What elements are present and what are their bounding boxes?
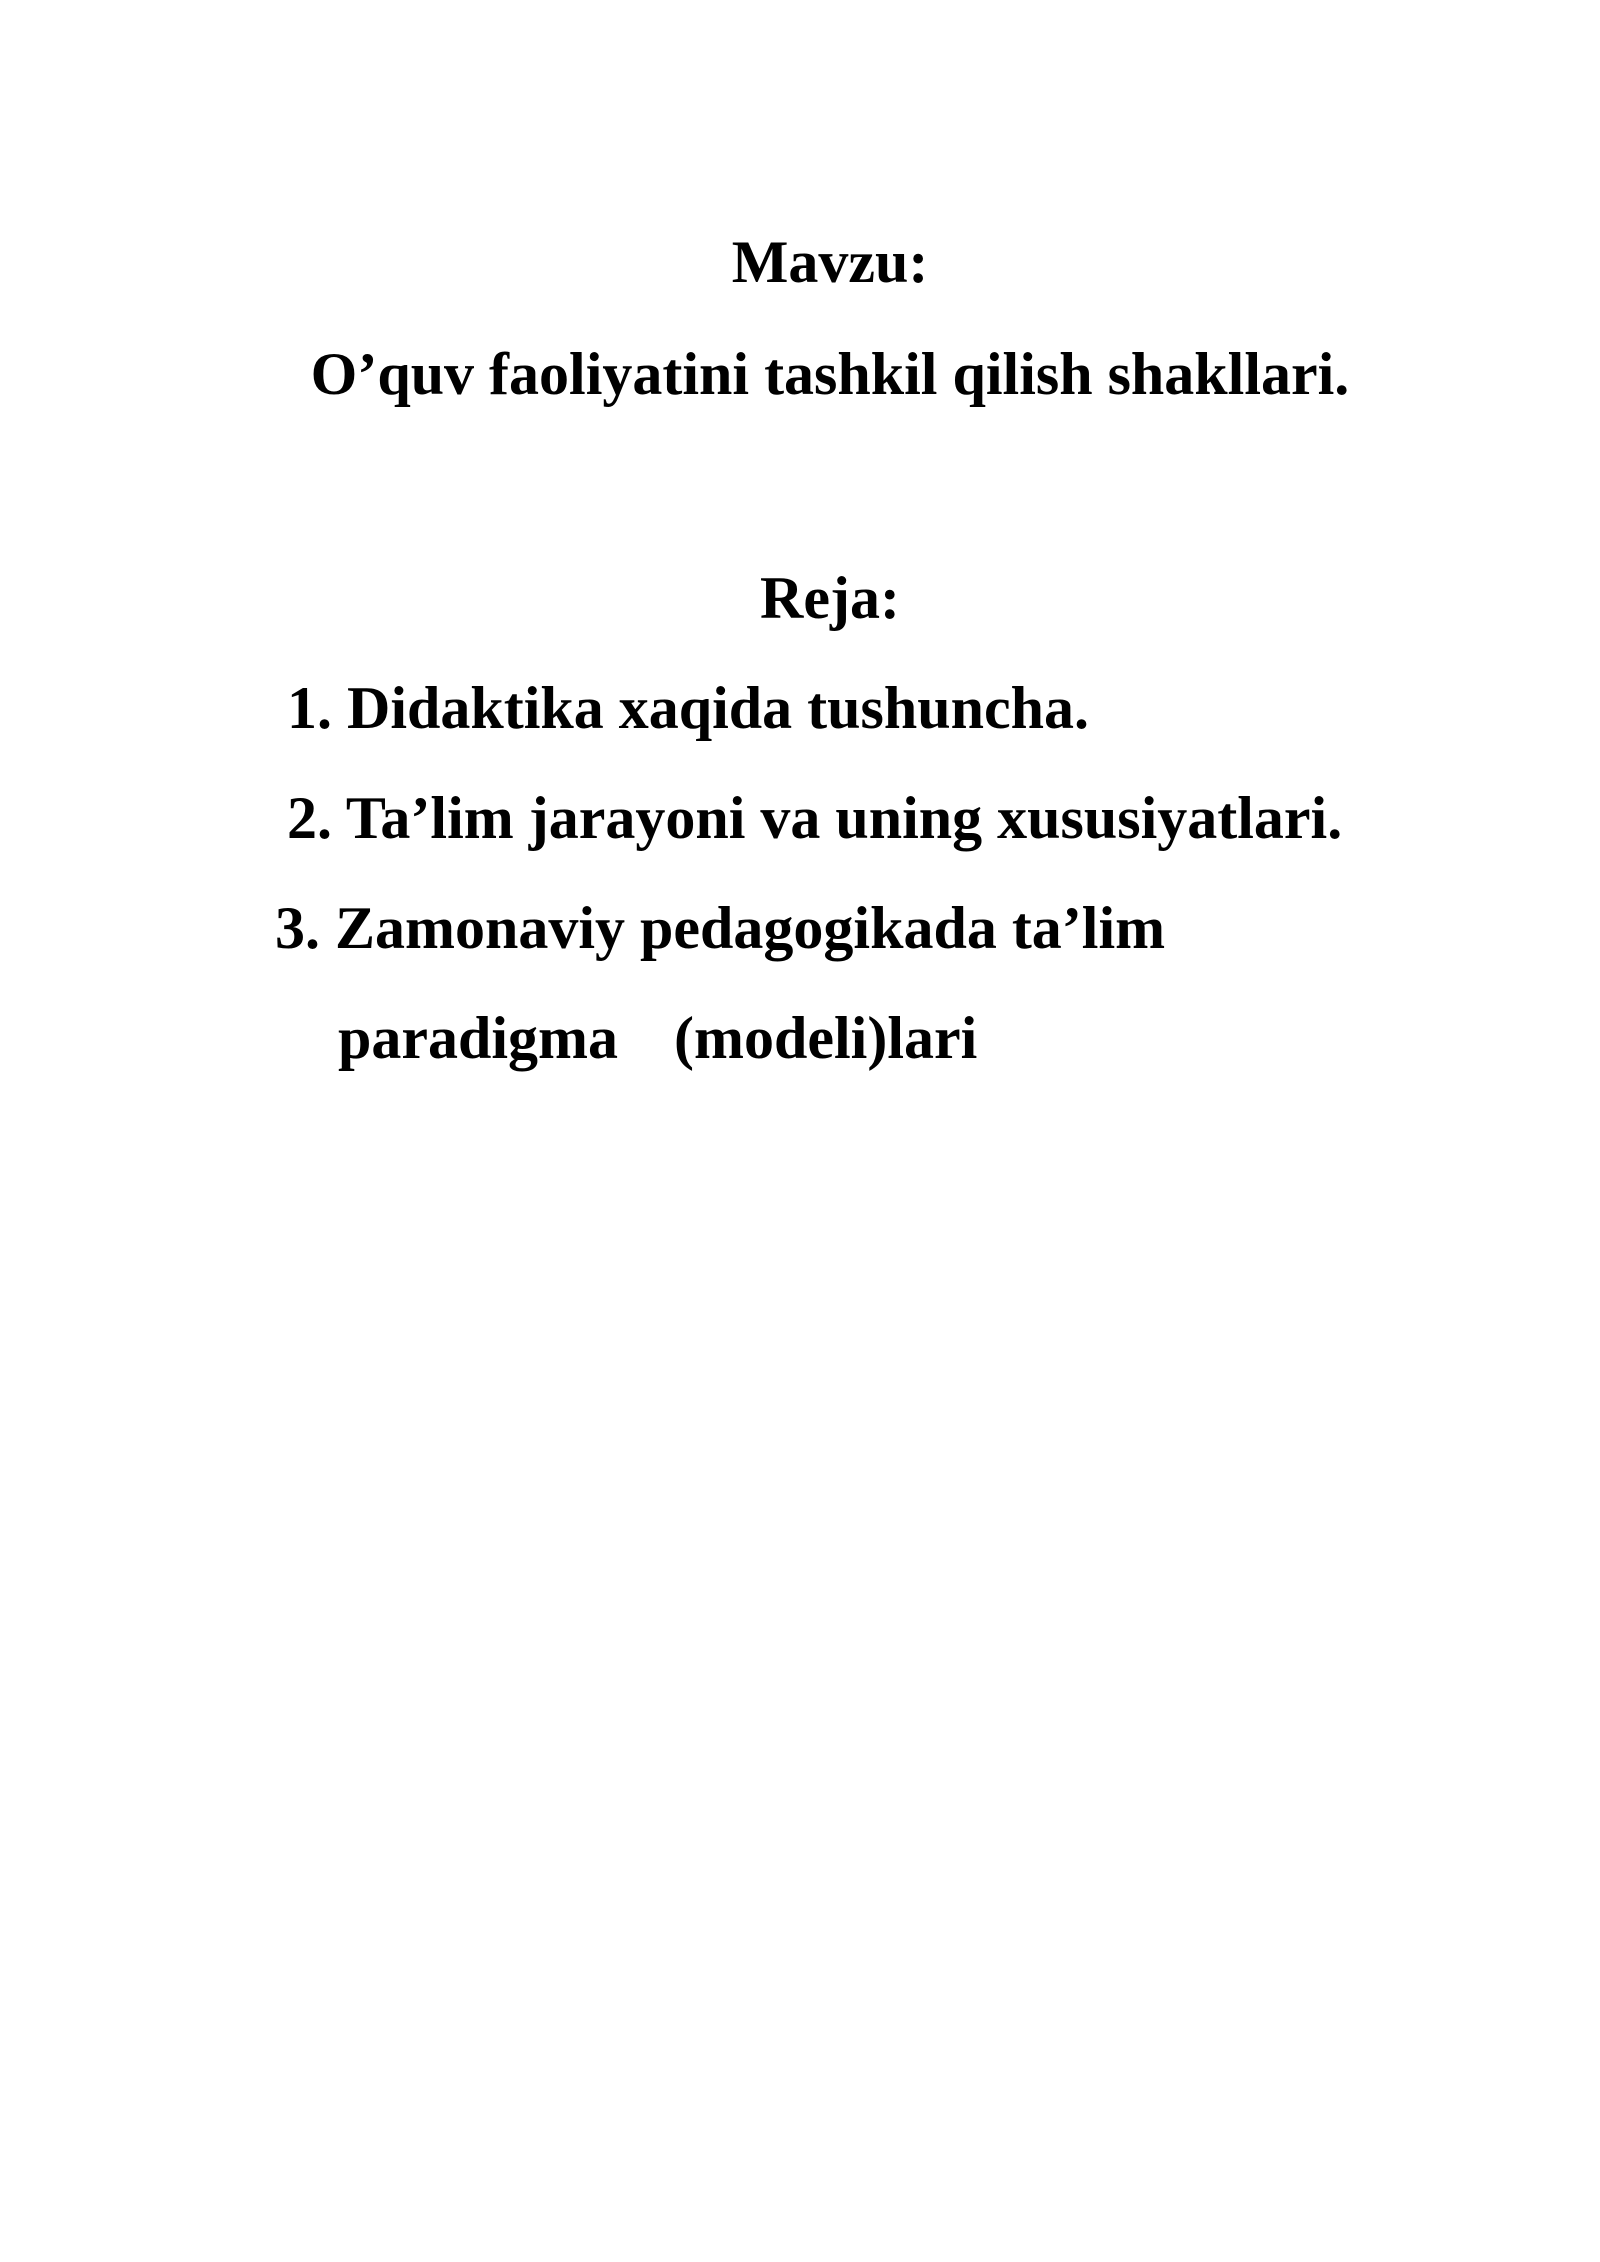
plan-item-3-word-paradigma: paradigma: [338, 1005, 619, 1071]
plan-item-3: 3. Zamonaviy pedagogikada ta’lim: [275, 895, 1166, 961]
plan-item-2: 2. Ta’lim jarayoni va uning xususiyatlari.: [287, 785, 1343, 851]
topic-label: Mavzu:: [731, 229, 929, 295]
plan-item-1: 1. Didaktika xaqida tushuncha.: [287, 675, 1089, 741]
plan-label: Reja:: [760, 565, 900, 631]
topic-title: O’quv faoliyatini tashkil qilish shakllari.: [310, 341, 1350, 407]
plan-item-3-continuation: [338, 1005, 978, 1071]
plan-item-3-word-modeli: (modeli)lari: [674, 1005, 978, 1071]
